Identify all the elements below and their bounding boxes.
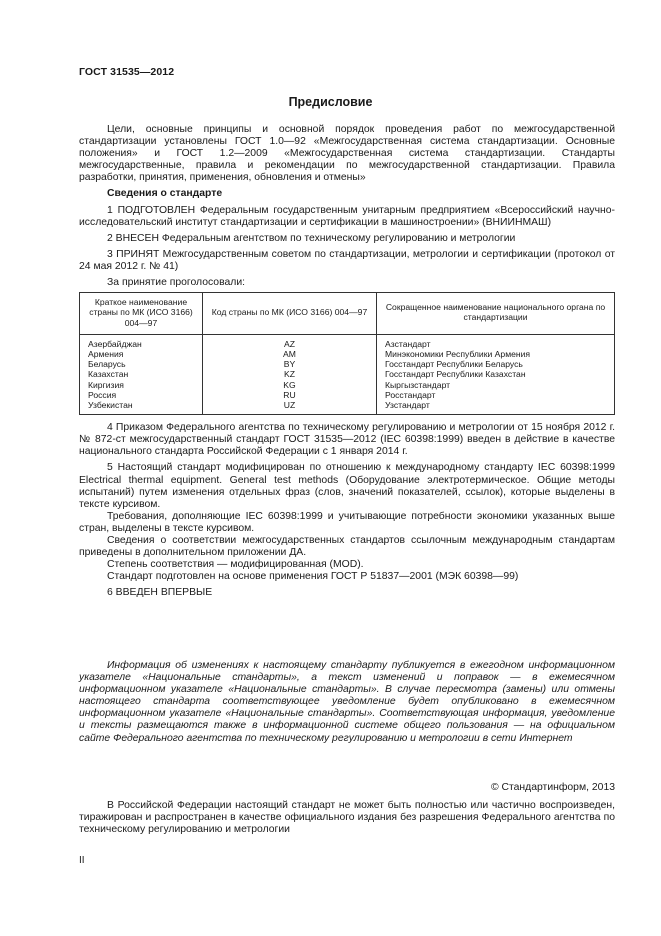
item-5-paragraph: 5 Настоящий стандарт модифицирован по отношению к международному стандарту IEC 60398:1999 Electrical thermal equipment. General test methods (Оборудование электротермическое. Общие методы испытаний) путем изменения отдельных фраз (слов, значений показателей, ссылок), которые выделены в тексте курсивом.: [79, 462, 615, 510]
agency-cell: Минэкономики Республики Армения: [377, 349, 615, 359]
item-5-degree-of-conformity: Степень соответствия — модифицированная (MOD).: [107, 559, 364, 571]
item-6-paragraph: 6 ВВЕДЕН ВПЕРВЫЕ: [107, 587, 213, 599]
copyright-icon: ©: [490, 782, 499, 793]
agency-cell: Госстандарт Республики Беларусь: [377, 359, 615, 369]
code-cell: KZ: [203, 369, 377, 379]
page-number: II: [79, 855, 85, 866]
code-cell: RU: [203, 390, 377, 400]
item-2-paragraph: 2 ВНЕСЕН Федеральным агентством по техническому регулированию и метрологии: [107, 232, 516, 244]
agency-cell: Росстандарт: [377, 390, 615, 400]
section-title: Сведения о стандарте: [107, 188, 223, 200]
agency-cell: Узстандарт: [377, 400, 615, 415]
table-header-agency: Сокращенное наименование национального органа по стандартизации: [377, 293, 615, 335]
table-row: [80, 400, 615, 415]
item-5-basis-standard: Стандарт подготовлен на основе применения ГОСТ Р 51837—2001 (МЭК 60398—99): [107, 571, 519, 583]
country-cell: Армения: [80, 349, 203, 359]
table-row: [80, 369, 615, 379]
agency-cell: Кыргызстандарт: [377, 380, 615, 390]
table-row: [80, 349, 615, 359]
table-row: [80, 359, 615, 369]
code-cell: AM: [203, 349, 377, 359]
copyright-text: Стандартинформ, 2013: [501, 782, 615, 793]
table-row: [80, 334, 615, 349]
country-cell: Казахстан: [80, 369, 203, 379]
document-code: ГОСТ 31535—2012: [79, 66, 175, 78]
country-cell: Азербайджан: [80, 334, 203, 349]
page-title: Предисловие: [288, 95, 373, 109]
table-row: [80, 380, 615, 390]
country-cell: Россия: [80, 390, 203, 400]
table-header-code: Код страны по МК (ИСО 3166) 004—97: [203, 293, 377, 335]
country-cell: Киргизия: [80, 380, 203, 390]
intro-paragraph: Цели, основные принципы и основной порядок проведения работ по межгосударственной стандартизации установлены ГОСТ 1.0—92 «Межгосударственная система стандартизации. Основные положения» и ГОСТ 1.2—2009 «Межгосударственная система стандартизации. Стандарты межгосударственные, правила и рекомендации по межгосударственной стандартизации. Правила разработки, принятия, применения, обновления и отмены»: [79, 124, 615, 184]
code-cell: BY: [203, 359, 377, 369]
reproduction-notice: В Российской Федерации настоящий стандарт не может быть полностью или частично воспроизведен, тиражирован и распространен в качестве официального издания без разрешения Федерального агентства по техническому регулированию и метрологии: [79, 800, 615, 836]
agency-cell: Азстандарт: [377, 334, 615, 349]
preface-content: [79, 124, 615, 599]
amendments-info-paragraph: Информация об изменениях к настоящему стандарту публикуется в ежегодном информационном указателе «Национальные стандарты», а текст изменений и поправок — в ежемесячном информационном указателе «Национальные стандарты». В случае пересмотра (замены) или отмены настоящего стандарта соответствующее уведомление будет опубликовано в ежемесячном информационном указателе «Национальные стандарты». Соответствующая информация, уведомление и тексты размещаются также в информационной системе общего пользования — на официальном сайте Федерального агентства по техническому регулированию и метрологии в сети Интернет: [79, 660, 615, 744]
item-3-paragraph: 3 ПРИНЯТ Межгосударственным советом по стандартизации, метрологии и сертификации (протокол от 24 мая 2012 г. № 41): [79, 248, 615, 272]
item-1-paragraph: 1 ПОДГОТОВЛЕН Федеральным государственным унитарным предприятием «Всероссийский научно-исследовательский институт стандартизации и сертификации в машиностроении» (ВНИИНМАШ): [79, 204, 615, 228]
vote-caption: За принятие проголосовали:: [107, 277, 246, 289]
code-cell: AZ: [203, 334, 377, 349]
item-4-paragraph: 4 Приказом Федерального агентства по техническому регулированию и метрологии от 15 ноября 2012 г. № 872-ст межгосударственный стандарт ГОСТ 31535—2012 (IEC 60398:1999) введен в действие в качестве национального стандарта Российской Федерации с 1 января 2014 г.: [79, 422, 615, 458]
country-cell: Узбекистан: [80, 400, 203, 415]
copyright-line: [491, 782, 615, 793]
voting-countries-table: [79, 292, 615, 415]
table-header-row: [80, 293, 615, 335]
table-row: [80, 390, 615, 400]
agency-cell: Госстандарт Республики Казахстан: [377, 369, 615, 379]
code-cell: KG: [203, 380, 377, 390]
country-cell: Беларусь: [80, 359, 203, 369]
code-cell: UZ: [203, 400, 377, 415]
item-5-supplement-references: Сведения о соответствии межгосударственных стандартов ссылочным международным стандартам приведены в дополнительном приложении ДА.: [79, 535, 615, 559]
table-header-country: Краткое наименование страны по МК (ИСО 3166) 004—97: [80, 293, 203, 335]
item-5-supplement-requirements: Требования, дополняющие IEC 60398:1999 и учитывающие потребности экономики указанных выше стран, выделены в тексте курсивом.: [79, 510, 615, 534]
